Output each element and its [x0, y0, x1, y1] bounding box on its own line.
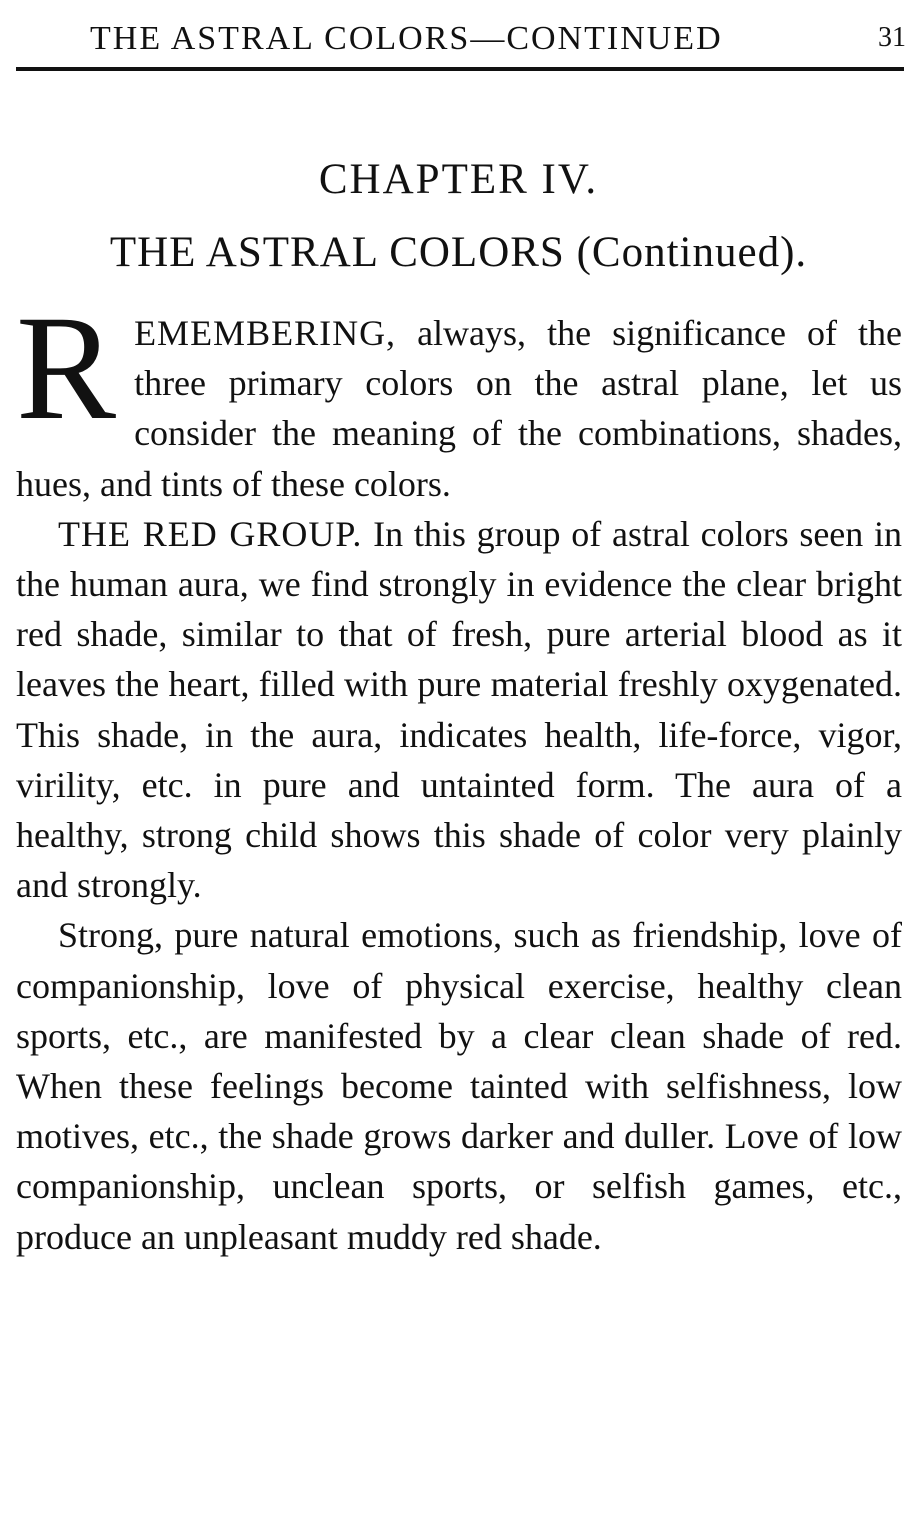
drop-cap: R [16, 285, 117, 451]
section-heading-red-group: THE RED GROUP. [58, 513, 363, 554]
body-text [16, 285, 902, 1262]
chapter-title: THE ASTRAL COLORS (Continued). [109, 229, 808, 276]
running-title: THE ASTRAL COLORS—CONTINUED [90, 20, 723, 57]
running-header [18, 18, 906, 64]
paragraph-2-text: In this group of astral colors seen in the human aura, we find strongly in evidence the clear bright red shade, similar to that of fresh, pure arterial blood as it leaves the heart, filled with pure material freshly oxygenated. This shade, in the aura, indicates health, life-force, vigor, virility, etc. in pure and untainted form. The aura of a healthy, strong child shows this shade of color very plainly and strongly. [16, 513, 902, 906]
paragraph-3 [16, 910, 902, 1261]
page-number: 31 [878, 22, 906, 53]
header-rule [16, 67, 904, 71]
paragraph-2 [16, 509, 902, 911]
paragraph-3-text: Strong, pure natural emotions, such as friendship, love of companionship, love of physical exercise, healthy clean sports, etc., are manifested by a clear clean shade of red. When these feelings become tainted with selfishness, low motives, etc., the shade grows darker and duller. Love of low companionship, unclean sports, or selfish games, etc., produce an unpleasant muddy red shade. [16, 915, 902, 1257]
paragraph-1 [16, 285, 902, 509]
lead-caps: EMEMBERING, [134, 313, 397, 353]
paragraph-1-text: always, the significance of the three primary colors on the astral plane, let us consider the meaning of the combinations, shades, hues, and tints of these colors. [16, 313, 902, 504]
chapter-number: CHAPTER IV. [318, 156, 599, 203]
